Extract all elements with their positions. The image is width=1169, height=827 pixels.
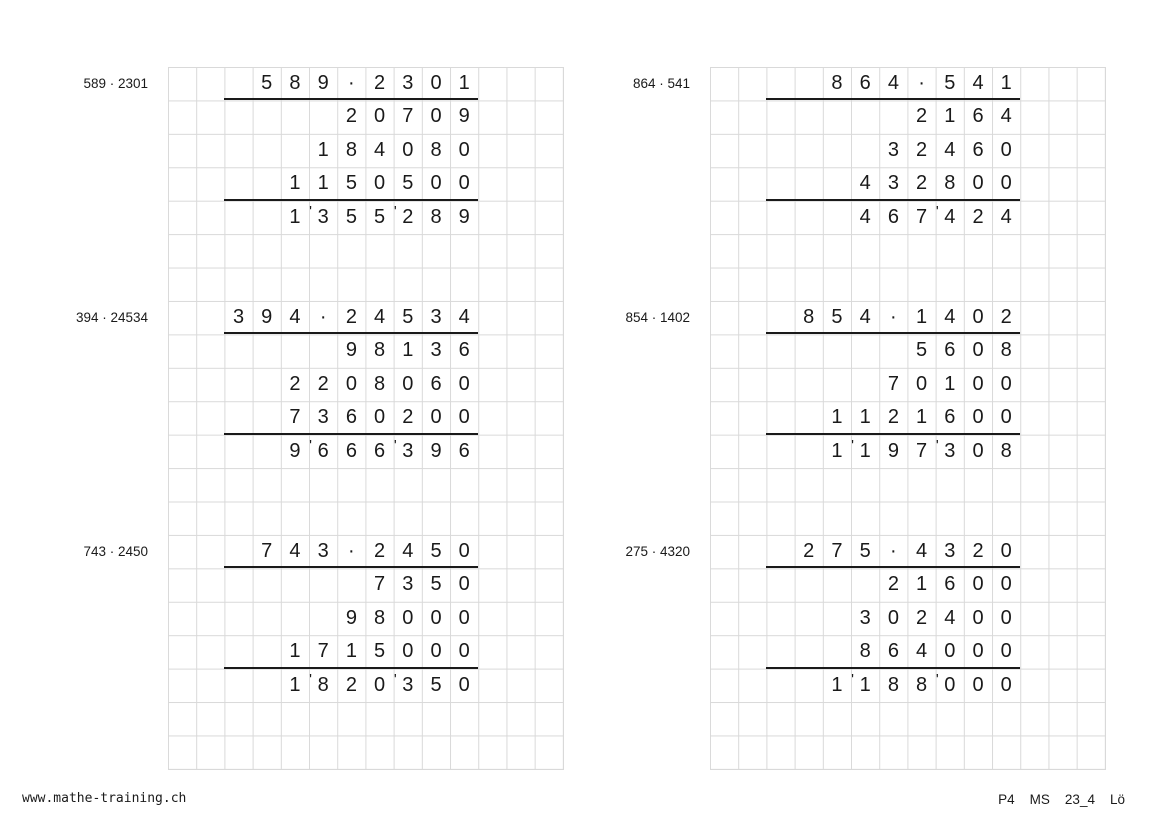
rule-under-factors <box>766 566 1020 568</box>
digit-cell: 3 <box>402 439 414 462</box>
digit-cell: 3 <box>232 306 245 328</box>
digit-cell: 8 <box>1000 439 1012 462</box>
digit-cell: 2 <box>289 372 301 395</box>
digit-cell: 1 <box>345 640 357 663</box>
digit-cell: 2 <box>916 172 928 195</box>
rule-above-result <box>224 667 478 669</box>
digit-cell: 0 <box>1000 138 1012 161</box>
digit-cell: 1 ' <box>289 202 313 228</box>
digit-cell: 4 <box>944 205 956 228</box>
digit-cell: 2 <box>374 540 386 562</box>
multiplication-dot-cell: · <box>319 306 327 328</box>
digit-cell: 5 <box>261 72 273 94</box>
digit-cell: 8 <box>345 138 357 161</box>
digit-cell: 0 <box>972 439 984 462</box>
digit-cell: 4 <box>916 640 928 663</box>
digit-cell: 1 <box>289 640 301 663</box>
digit-cell: 2 <box>916 606 928 629</box>
digit-cell: 0 <box>1000 406 1012 429</box>
digit-cell: 0 <box>458 138 470 161</box>
digit-cell: 2 <box>916 105 928 128</box>
worksheet-code <box>998 792 1125 807</box>
digit-cell: 0 <box>972 673 984 696</box>
digit-cell: 4 <box>1000 205 1012 228</box>
digit-cell: 1 <box>317 138 329 161</box>
digit-cell: 8 <box>317 673 329 696</box>
digit-cell: 0 <box>972 339 984 362</box>
rule-above-result <box>766 199 1020 201</box>
digit-cell: 6 <box>317 439 329 462</box>
digit-cell: 3 <box>402 573 414 596</box>
digit-cell: 6 <box>430 372 442 395</box>
worksheet-code-part: MS <box>1029 792 1050 807</box>
digit-cell: 3 <box>317 406 329 429</box>
digit-cell: 0 <box>374 172 386 195</box>
digit-cell: 2 <box>345 105 357 128</box>
digit-cell: 5 <box>430 573 442 596</box>
thousands-separator: ' <box>851 436 855 454</box>
thousands-separator: ' <box>393 436 397 454</box>
multiplication-dot-cell: · <box>918 72 925 94</box>
digit-cell: 0 <box>972 573 984 596</box>
digit-cell: 4 <box>374 306 386 328</box>
digit-cell: 0 <box>458 372 470 395</box>
worksheet-code-part: 23_4 <box>1064 792 1095 807</box>
digit-cell: 3 <box>430 306 442 328</box>
digit-cell: 3 <box>402 72 414 94</box>
digit-cell: 9 <box>317 72 329 94</box>
thousands-separator: ' <box>935 202 939 220</box>
rule-under-factors <box>224 98 478 100</box>
digit-cell: 7 <box>317 640 329 663</box>
digit-cell: 6 ' <box>374 436 397 462</box>
digit-cell: 0 <box>430 105 442 128</box>
digit-cell: 5 <box>402 172 414 195</box>
digit-cell: 0 <box>402 372 414 395</box>
problem-label: 743 · 2450 <box>83 544 148 559</box>
digit-cell: 1 <box>859 406 871 429</box>
rule-under-factors <box>224 566 478 568</box>
digit-cell: 3 <box>944 540 956 562</box>
digit-cell: 1 <box>916 306 928 328</box>
digit-cell: 4 <box>972 72 984 94</box>
digit-cell: 9 <box>345 339 357 362</box>
thousands-separator: ' <box>309 436 313 454</box>
digit-cell: 1 ' <box>831 670 855 696</box>
digit-cell: 8 <box>803 306 815 328</box>
digit-cell: 3 <box>887 172 899 195</box>
digit-cell: 2 <box>887 406 899 429</box>
digit-cell: 6 <box>944 573 956 596</box>
calc-grid-left <box>168 67 564 770</box>
digit-cell: 8 <box>831 72 843 94</box>
digit-cell: 2 <box>803 540 815 562</box>
digit-cell: 3 <box>402 673 414 696</box>
digit-cell: 9 <box>430 439 442 462</box>
thousands-separator: ' <box>393 670 397 688</box>
digit-cell: 1 <box>289 172 301 195</box>
digit-cell: 2 <box>317 372 329 395</box>
digit-cell: 5 <box>430 673 442 696</box>
digit-cell: 2 <box>345 306 357 328</box>
digit-cell: 1 <box>458 72 470 94</box>
digit-cell: 5 <box>430 540 442 562</box>
digit-cell: 1 <box>916 573 928 596</box>
digit-cell: 6 <box>972 138 984 161</box>
digit-cell: 1 ' <box>289 670 313 696</box>
digit-cell: 0 <box>972 372 984 395</box>
digit-cell: 0 <box>458 406 470 429</box>
calc-grid-right <box>710 67 1106 770</box>
digit-cell: 6 <box>345 439 357 462</box>
digit-cell: 7 <box>402 105 414 128</box>
digit-cell: 0 <box>1000 540 1012 562</box>
digit-cell: 5 <box>345 205 357 228</box>
digit-cell: 0 <box>944 640 956 663</box>
digit-cell: 0 <box>402 640 414 663</box>
rule-above-result <box>224 199 478 201</box>
digit-cell: 6 <box>345 406 357 429</box>
digit-cell: 5 ' <box>374 202 397 228</box>
digit-cell: 4 <box>859 306 871 328</box>
digit-cell: 0 ' <box>374 670 397 696</box>
digit-cell: 8 <box>887 673 899 696</box>
digit-cell: 2 <box>402 406 414 429</box>
digit-cell: 1 <box>944 105 956 128</box>
digit-cell: 1 <box>1000 72 1012 94</box>
digit-cell: 1 <box>944 372 956 395</box>
digit-cell: 7 ' <box>916 436 939 462</box>
multiplication-dot-cell: · <box>348 540 355 562</box>
digit-cell: 9 <box>345 606 357 629</box>
digit-cell: 0 <box>1000 172 1012 195</box>
digit-cell: 9 <box>458 105 470 128</box>
digit-cell: 0 <box>1000 372 1012 395</box>
digit-cell: 4 <box>916 540 928 562</box>
multiplication-dot-cell: · <box>890 540 897 562</box>
digit-cell: 5 <box>831 306 843 328</box>
digit-cell: 6 <box>458 439 470 462</box>
thousands-separator: ' <box>309 202 313 220</box>
digit-cell: 5 <box>345 172 357 195</box>
digit-cell: 1 <box>859 439 871 462</box>
digit-cell: 5 <box>859 540 871 562</box>
digit-cell: 0 <box>972 172 984 195</box>
digit-cell: 1 <box>859 673 871 696</box>
digit-cell: 5 <box>374 640 386 663</box>
digit-cell: 2 <box>916 138 928 161</box>
digit-cell: 9 <box>887 439 899 462</box>
digit-cell: 3 <box>887 138 899 161</box>
digit-cell: 0 <box>458 573 470 596</box>
digit-cell: 4 <box>374 138 386 161</box>
digit-cell: 0 <box>972 606 984 629</box>
digit-cell: 1 ' <box>831 436 855 462</box>
digit-cell: 7 <box>887 372 899 395</box>
digit-cell: 6 <box>887 205 899 228</box>
digit-cell: 2 <box>972 205 984 228</box>
digit-cell: 0 <box>458 606 470 629</box>
rule-above-result <box>224 433 478 435</box>
digit-cell: 0 <box>430 606 442 629</box>
digit-cell: 1 <box>831 406 843 429</box>
multiplication-dot-cell: · <box>348 72 355 94</box>
digit-cell: 0 <box>374 406 386 429</box>
thousands-separator: ' <box>851 670 855 688</box>
digit-cell: 0 <box>402 606 414 629</box>
digit-cell: 0 <box>1000 573 1012 596</box>
digit-cell: 8 <box>374 606 386 629</box>
digit-cell: 6 <box>458 339 470 362</box>
digit-cell: 9 ' <box>289 436 313 462</box>
digit-cell: 0 <box>345 372 357 395</box>
website-url: www.mathe-training.ch <box>22 791 187 806</box>
digit-cell: 9 <box>458 205 470 228</box>
digit-cell: 8 <box>1000 339 1012 362</box>
digit-cell: 7 <box>374 573 386 596</box>
digit-cell: 0 <box>430 640 442 663</box>
thousands-separator: ' <box>935 670 939 688</box>
rule-above-result <box>766 667 1020 669</box>
digit-cell: 4 <box>859 172 871 195</box>
digit-cell: 4 <box>944 138 956 161</box>
digit-cell: 4 <box>944 606 956 629</box>
digit-cell: 4 <box>402 540 414 562</box>
digit-cell: 3 <box>944 439 956 462</box>
digit-cell: 0 <box>458 172 470 195</box>
rule-under-factors <box>766 332 1020 334</box>
digit-cell: 0 <box>972 640 984 663</box>
digit-cell: 7 ' <box>916 202 939 228</box>
digit-cell: 4 <box>887 72 899 94</box>
digit-cell: 4 <box>859 205 871 228</box>
problem-label: 394 · 24534 <box>75 310 148 325</box>
digit-cell: 3 <box>859 606 871 629</box>
digit-cell: 0 <box>916 372 928 395</box>
digit-cell: 8 <box>374 372 386 395</box>
digit-cell: 0 <box>430 172 442 195</box>
digit-cell: 6 <box>887 640 899 663</box>
digit-cell: 6 <box>859 72 871 94</box>
digit-cell: 8 <box>374 339 386 362</box>
digit-cell: 0 <box>402 138 414 161</box>
digit-cell: 0 <box>944 673 956 696</box>
digit-cell: 2 <box>402 205 414 228</box>
digit-cell: 0 <box>430 72 442 94</box>
digit-cell: 5 <box>916 339 928 362</box>
thousands-separator: ' <box>309 670 313 688</box>
digit-cell: 8 <box>430 138 442 161</box>
digit-cell: 1 <box>317 172 329 195</box>
digit-cell: 0 <box>1000 673 1012 696</box>
digit-cell: 9 <box>261 306 273 328</box>
digit-cell: 0 <box>374 105 386 128</box>
digit-cell: 0 <box>458 640 470 663</box>
digit-cell: 6 <box>972 105 984 128</box>
digit-cell: 2 <box>345 673 357 696</box>
digit-cell: 7 <box>261 540 273 562</box>
digit-cell: 1 <box>916 406 928 429</box>
thousands-separator: ' <box>393 202 397 220</box>
thousands-separator: ' <box>935 436 939 454</box>
digit-cell: 3 <box>317 540 329 562</box>
problem-label: 589 · 2301 <box>83 76 148 91</box>
digit-cell: 8 <box>289 72 301 94</box>
digit-cell: 0 <box>458 540 470 562</box>
digit-cell: 5 <box>402 306 414 328</box>
digit-cell: 4 <box>944 306 956 328</box>
digit-cell: 4 <box>1000 105 1012 128</box>
digit-cell: 2 <box>887 573 899 596</box>
digit-cell: 6 <box>944 339 956 362</box>
digit-cell: 8 <box>859 640 871 663</box>
digit-cell: 4 <box>458 306 470 328</box>
digit-cell: 1 <box>402 339 414 362</box>
digit-cell: 6 <box>944 406 956 429</box>
multiplication-dot-cell: · <box>890 306 897 328</box>
digit-cell: 4 <box>289 540 301 562</box>
rule-under-factors <box>766 98 1020 100</box>
digit-cell: 2 <box>972 540 984 562</box>
digit-cell: 0 <box>1000 606 1012 629</box>
digit-cell: 7 <box>831 540 843 562</box>
problem-label: 864 · 541 <box>632 76 690 91</box>
digit-cell: 2 <box>1000 306 1012 328</box>
digit-cell: 8 ' <box>916 670 939 696</box>
digit-cell: 2 <box>374 72 386 94</box>
digit-cell: 4 <box>289 306 301 328</box>
digit-cell: 0 <box>1000 640 1012 663</box>
digit-cell: 0 <box>972 406 984 429</box>
digit-cell: 7 <box>289 406 301 429</box>
problem-label: 854 · 1402 <box>625 310 690 325</box>
digit-cell: 0 <box>458 673 470 696</box>
problem-label: 275 · 4320 <box>625 544 690 559</box>
digit-cell: 8 <box>944 172 956 195</box>
digit-cell: 0 <box>430 406 442 429</box>
digit-cell: 3 <box>430 339 442 362</box>
rule-under-factors <box>224 332 478 334</box>
rule-above-result <box>766 433 1020 435</box>
digit-cell: 3 <box>317 205 329 228</box>
worksheet-code-part: Lö <box>1109 792 1125 807</box>
worksheet-code-part: P4 <box>998 792 1015 807</box>
digit-cell: 0 <box>972 306 984 328</box>
digit-cell: 8 <box>430 205 442 228</box>
digit-cell: 5 <box>944 72 956 94</box>
digit-cell: 0 <box>887 606 899 629</box>
